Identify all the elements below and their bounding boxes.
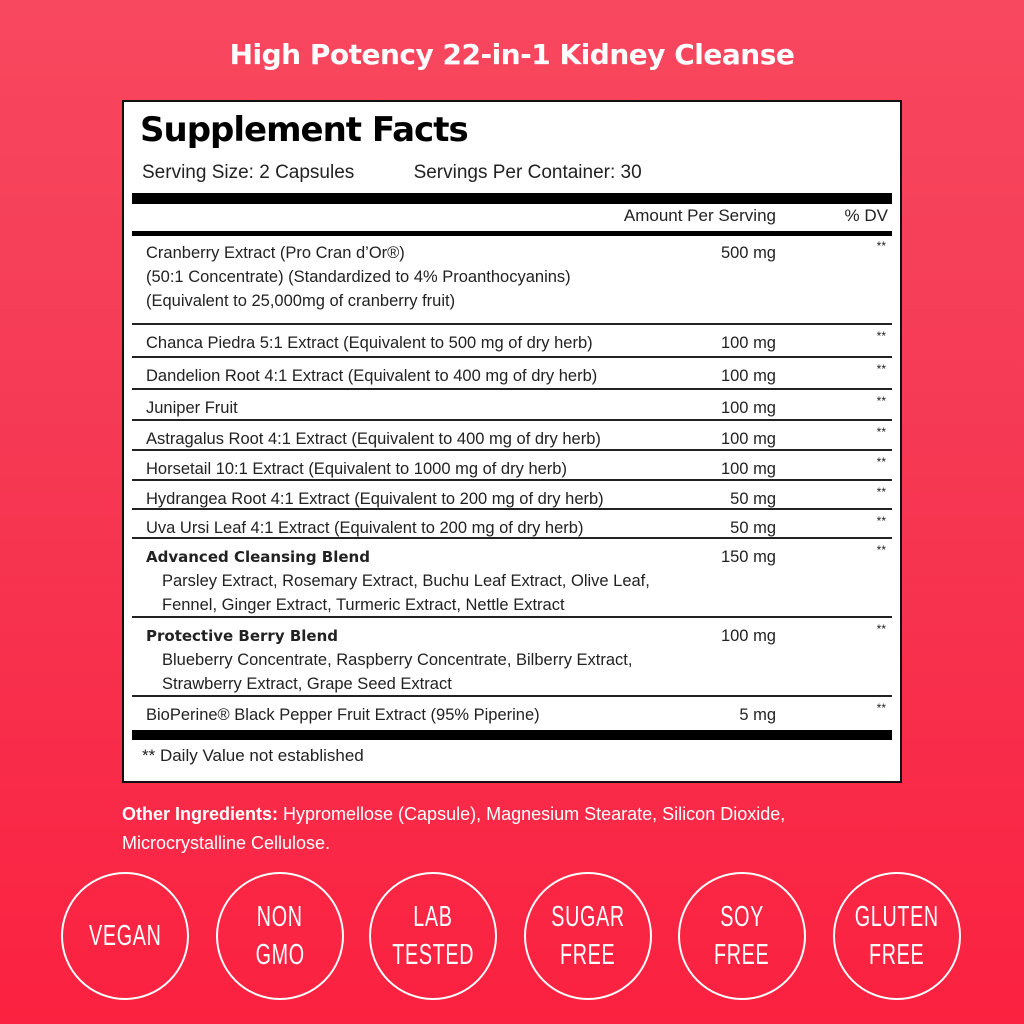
ingredient-row (132, 481, 892, 510)
badge-text: FREE (560, 939, 616, 971)
header-amount: Amount Per Serving (623, 206, 776, 225)
panel-title: Supplement Facts (140, 110, 468, 150)
badge-text: NON (257, 901, 303, 933)
badge-text: TESTED (392, 939, 474, 971)
other-ingredients-label: Other Ingredients: (122, 804, 279, 824)
badge-text: SOY (720, 901, 764, 933)
ingredient-title: Advanced Cleansing Blend (146, 548, 370, 566)
ingredient-amount: 100 mg (720, 627, 776, 645)
ingredient-row (132, 451, 892, 481)
ingredient-name (146, 364, 597, 388)
ingredient-title: Juniper Fruit (146, 399, 238, 417)
servings-per-container: Servings Per Container: 30 (413, 162, 642, 183)
ingredient-row (132, 539, 892, 618)
badge-text: GLUTEN (854, 901, 940, 933)
badge-sugar-free (524, 872, 652, 1000)
ingredient-detail: (Equivalent to 25,000mg of cranberry fruit) (146, 292, 456, 310)
ingredient-amount: 100 mg (720, 399, 776, 417)
serving-info (142, 162, 642, 184)
ingredient-title: Horsetail 10:1 Extract (Equivalent to 1000 mg of dry herb) (146, 460, 567, 478)
ingredient-name (146, 545, 650, 617)
ingredient-name (146, 703, 540, 727)
ingredient-dv: ** (876, 362, 886, 376)
ingredient-title: Astragalus Root 4:1 Extract (Equivalent to 400 mg of dry herb) (146, 430, 601, 448)
ingredient-title: Hydrangea Root 4:1 Extract (Equivalent to 200 mg of dry herb) (146, 490, 604, 508)
ingredient-title: BioPerine® Black Pepper Fruit Extract (95% Piperine) (146, 706, 540, 724)
badge-soy-free (678, 872, 806, 1000)
ingredient-dv: ** (876, 543, 886, 557)
headline: High Potency 22-in-1 Kidney Cleanse (229, 38, 795, 71)
ingredient-row (132, 618, 892, 697)
ingredient-row (132, 510, 892, 539)
ingredient-amount: 150 mg (720, 548, 776, 566)
ingredient-dv: ** (876, 239, 886, 253)
badge-non-gmo (216, 872, 344, 1000)
badge-text: LAB (413, 901, 453, 933)
badge-text: FREE (869, 939, 925, 971)
ingredient-dv: ** (876, 485, 886, 499)
ingredient-detail: Strawberry Extract, Grape Seed Extract (162, 675, 452, 693)
ingredient-title: Dandelion Root 4:1 Extract (Equivalent to 400 mg of dry herb) (146, 367, 598, 385)
ingredient-name (146, 396, 238, 420)
badge-text: VEGAN (88, 920, 162, 952)
ingredient-dv: ** (876, 701, 886, 715)
divider-thick (132, 193, 892, 204)
ingredient-name (146, 624, 632, 696)
ingredient-title: Cranberry Extract (Pro Cran d’Or®) (146, 244, 405, 262)
badge-text: GMO (255, 939, 305, 971)
ingredient-row (132, 697, 892, 727)
ingredient-detail: Fennel, Ginger Extract, Turmeric Extract, Nettle Extract (162, 596, 565, 614)
other-ingredients-text: Hypromellose (Capsule), Magnesium Stearate, Silicon Dioxide, Microcrystalline Cellulose. (122, 804, 786, 853)
ingredient-amount: 50 mg (730, 490, 776, 508)
ingredient-rows (132, 235, 892, 727)
ingredient-amount: 100 mg (720, 334, 776, 352)
ingredient-amount: 100 mg (720, 460, 776, 478)
ingredient-row (132, 390, 892, 421)
divider-thick-bottom (132, 730, 892, 740)
ingredient-detail: Blueberry Concentrate, Raspberry Concentrate, Bilberry Extract, (162, 651, 633, 669)
ingredient-amount: 100 mg (720, 367, 776, 385)
ingredient-row (132, 421, 892, 451)
ingredient-amount: 500 mg (720, 244, 776, 262)
ingredient-detail: Parsley Extract, Rosemary Extract, Buchu Leaf Extract, Olive Leaf, (162, 572, 650, 590)
serving-size: Serving Size: 2 Capsules (142, 162, 355, 183)
ingredient-name (146, 487, 604, 511)
ingredient-amount: 50 mg (730, 519, 776, 537)
ingredient-amount: 100 mg (720, 430, 776, 448)
ingredient-row (132, 358, 892, 390)
ingredient-name (146, 516, 583, 540)
ingredient-title: Chanca Piedra 5:1 Extract (Equivalent to 500 mg of dry herb) (146, 334, 593, 352)
ingredient-dv: ** (876, 514, 886, 528)
ingredient-dv: ** (876, 455, 886, 469)
ingredient-name (146, 427, 601, 451)
ingredient-dv: ** (876, 425, 886, 439)
ingredient-name (146, 241, 571, 313)
badge-gluten-free (833, 872, 961, 1000)
ingredient-amount: 5 mg (739, 706, 776, 724)
ingredient-dv: ** (876, 394, 886, 408)
badge-lab-tested (369, 872, 497, 1000)
ingredient-row (132, 235, 892, 325)
ingredient-row (132, 325, 892, 358)
badge-vegan (61, 872, 189, 1000)
ingredient-detail: (50:1 Concentrate) (Standardized to 4% Proanthocyanins) (146, 268, 571, 286)
footnote: ** Daily Value not established (142, 746, 364, 765)
ingredient-dv: ** (876, 329, 886, 343)
badge-text: SUGAR (551, 901, 625, 933)
header-dv: % DV (844, 206, 888, 225)
supplement-facts-panel (122, 100, 902, 783)
badge-text: FREE (714, 939, 770, 971)
other-ingredients (122, 800, 902, 858)
ingredient-name (146, 457, 567, 481)
ingredient-name (146, 331, 593, 355)
ingredient-title: Uva Ursi Leaf 4:1 Extract (Equivalent to 200 mg of dry herb) (146, 519, 584, 537)
ingredient-dv: ** (876, 622, 886, 636)
ingredient-title: Protective Berry Blend (146, 627, 338, 645)
